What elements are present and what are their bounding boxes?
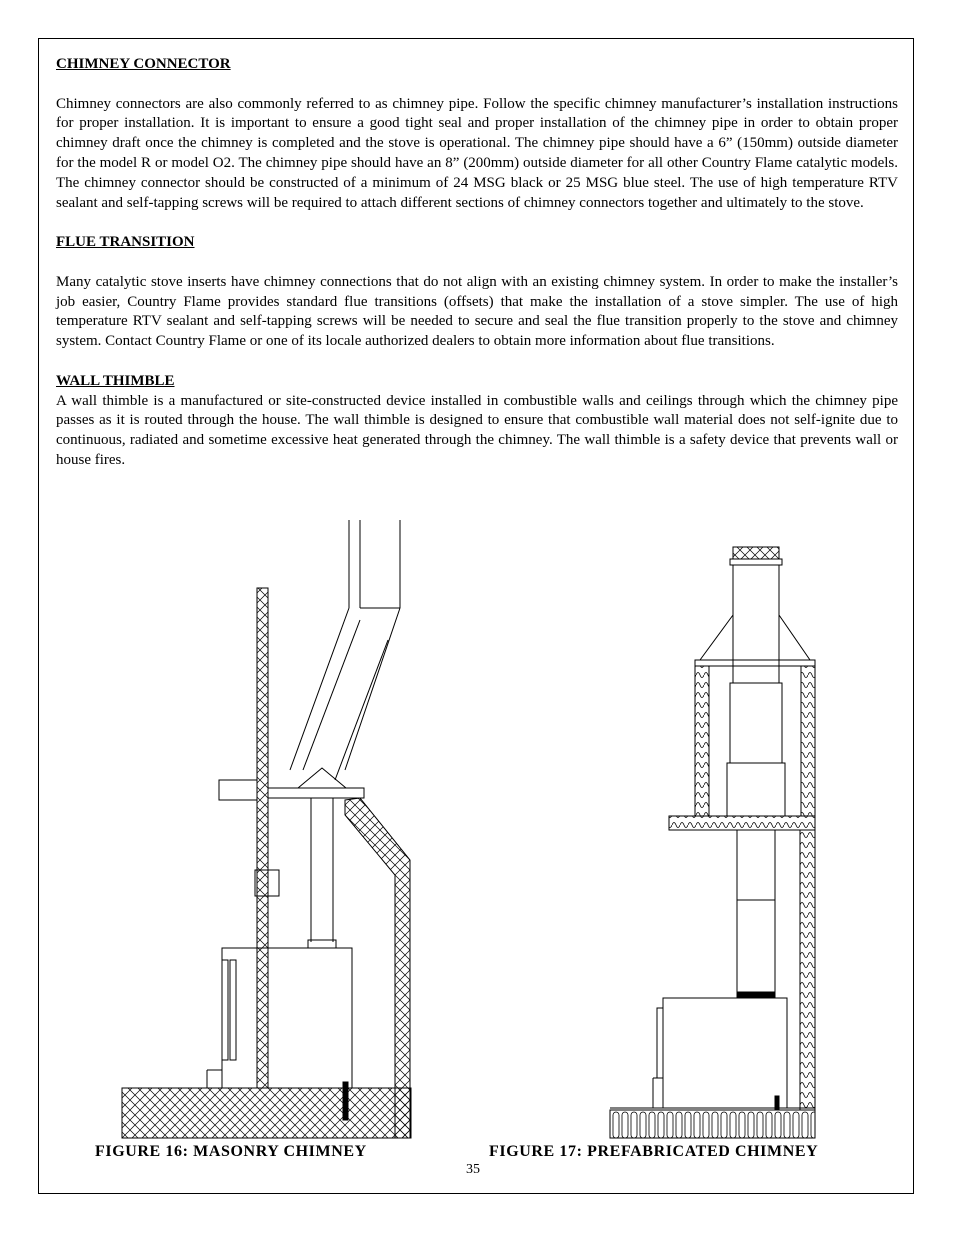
page-number: 35 <box>466 1162 480 1177</box>
section-body-chimney-connector: Chimney connectors are also commonly referred to as chimney pipe. Follow the specific chimney manufacturer’s installation instructions for proper installation. It is important to ensure a good tight seal and proper installation of the chimney pipe in order to obtain proper chimney draft once the chimney is completed and the stove is operational. The chimney pipe should have a 6” (150mm) outside diameter for the model R or model O2. The chimney pipe should have an 8” (200mm) outside diameter for all other Country Flame catalytic models. The chimney connector should be constructed of a minimum of 24 MSG black or 25 MSG blue steel. The use of high temperature RTV sealant and self-tapping screws will be required to attach different sections of chimney connectors together and ultimately to the stove. <box>56 95 898 211</box>
figure-16-masonry-chimney <box>122 520 411 1138</box>
section-heading-wall-thimble: WALL THIMBLE <box>56 372 175 389</box>
figure-17-prefabricated-chimney <box>610 547 815 1138</box>
figure-16-caption: FIGURE 16: MASONRY CHIMNEY <box>95 1143 367 1160</box>
section-heading-flue-transition: FLUE TRANSITION <box>56 234 195 251</box>
section-heading-chimney-connector: CHIMNEY CONNECTOR <box>56 56 231 72</box>
section-body-flue-transition: Many catalytic stove inserts have chimney connections that do not align with an existing chimney system. In order to make the installer’s job easier, Country Flame provides standard flue transitions (offsets) that make the installation of a stove simpler. The use of high temperature RTV sealant and self-tapping screws will be needed to secure and seal the flue transition properly to the stove and chimney system. Contact Country Flame or one of its locale authorized dealers to obtain more information about flue transitions. <box>56 273 898 350</box>
section-body-wall-thimble: A wall thimble is a manufactured or site-constructed device installed in combustible walls and ceilings through which the chimney pipe passes as it is routed through the house. The wall thimble is designed to ensure that combustible wall material does not self-ignite due to continuous, radiated and sometime excessive heat generated through the chimney. The wall thimble is a safety device that prevents wall or house fires. <box>56 392 898 468</box>
figure-17-caption: FIGURE 17: PREFABRICATED CHIMNEY <box>489 1143 819 1160</box>
